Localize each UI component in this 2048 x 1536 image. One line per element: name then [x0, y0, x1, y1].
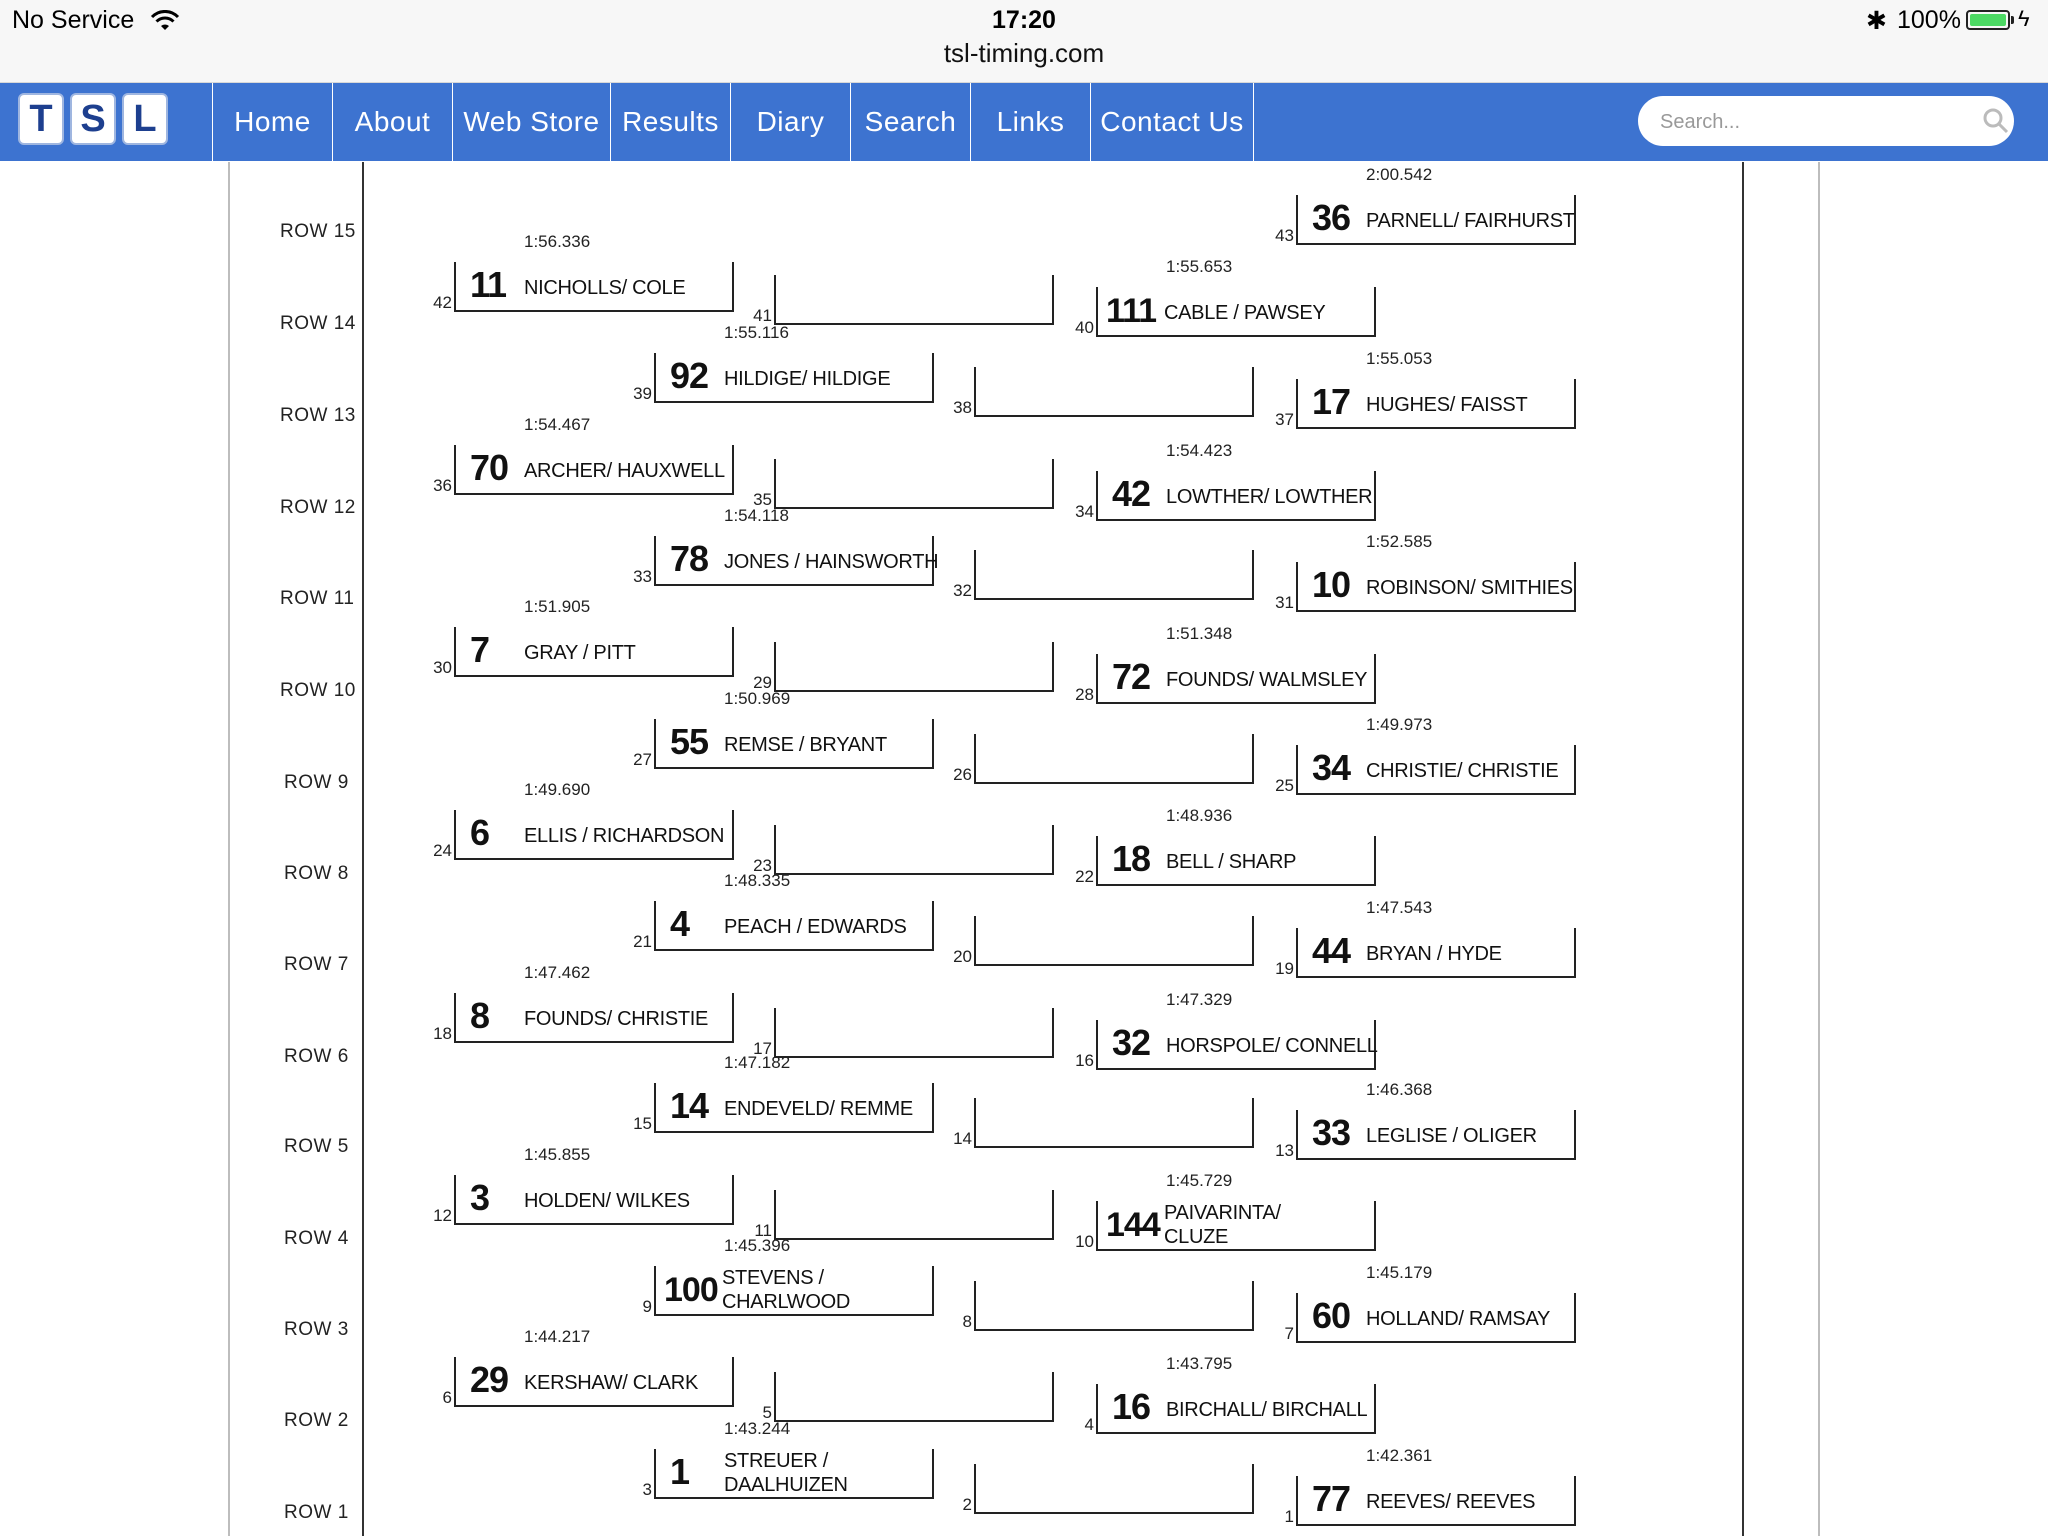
- grid-position: 39: [633, 384, 652, 403]
- grid-position: 5: [762, 1403, 772, 1422]
- grid-position: 41: [753, 306, 772, 325]
- grid-position: 7: [1284, 1324, 1294, 1343]
- grid-slot: [962, 1464, 1254, 1514]
- grid-slot: [753, 459, 1054, 509]
- driver-names: FOUNDS/ WALMSLEY: [1166, 669, 1368, 691]
- grid-position: 12: [433, 1206, 452, 1225]
- grid-slot: [1284, 1263, 1576, 1343]
- grid-position: 6: [442, 1388, 452, 1407]
- grid-slot: [953, 1098, 1254, 1148]
- driver-names: HORSPOLE/ CONNELL: [1166, 1035, 1378, 1057]
- grid-slot: [1275, 349, 1576, 429]
- driver-names: REEVES/ REEVES: [1366, 1491, 1536, 1513]
- grid-position: 20: [953, 947, 972, 966]
- grid-slot: [1275, 165, 1576, 245]
- lap-time: 1:54.467: [524, 415, 591, 434]
- lap-time: 1:44.217: [524, 1327, 591, 1346]
- grid-slot: [953, 367, 1254, 417]
- grid-border-left: [362, 162, 364, 1536]
- driver-names: GRAY / PITT: [524, 642, 636, 664]
- grid-position: 30: [433, 658, 452, 677]
- grid-border-right: [1742, 162, 1744, 1536]
- driver-names: HOLLAND/ RAMSAY: [1366, 1308, 1551, 1330]
- driver-names: BELL / SHARP: [1166, 851, 1297, 873]
- grid-position: 21: [633, 932, 652, 951]
- grid-slot: [633, 323, 934, 403]
- car-number: 33: [1312, 1112, 1351, 1153]
- grid-slot: [642, 1419, 934, 1499]
- grid-slot: [433, 415, 734, 495]
- driver-names: LOWTHER/ LOWTHER: [1166, 486, 1373, 508]
- driver-names: PEACH / EDWARDS: [724, 916, 907, 938]
- driver-names: NICHOLLS/ COLE: [524, 277, 686, 299]
- lap-time: 1:46.368: [1366, 1080, 1433, 1099]
- logo-letter: L: [122, 93, 168, 145]
- grid-position: 35: [753, 490, 772, 509]
- driver-names: CABLE / PAWSEY: [1164, 302, 1326, 324]
- lap-time: 1:49.690: [524, 780, 591, 799]
- grid-slot: [633, 506, 939, 586]
- lap-time: 1:54.423: [1166, 441, 1233, 460]
- page-divider: [1818, 162, 1820, 1536]
- nav-diary[interactable]: Diary: [730, 83, 850, 161]
- lap-time: 1:55.653: [1166, 257, 1233, 276]
- lap-time: 1:54.118: [724, 506, 789, 525]
- row-label: ROW 6: [284, 1046, 349, 1067]
- grid-slot: [433, 780, 734, 860]
- lap-time: 1:47.543: [1366, 898, 1433, 917]
- nav-about[interactable]: About: [332, 83, 452, 161]
- grid-slot: [633, 1053, 934, 1133]
- driver-names: PAIVARINTA/ CLUZE: [1164, 1202, 1281, 1248]
- driver-names: LEGLISE / OLIGER: [1366, 1125, 1537, 1147]
- search-icon[interactable]: [1982, 107, 2010, 135]
- grid-slot: [1075, 1171, 1376, 1251]
- grid-position: 13: [1275, 1141, 1294, 1160]
- car-number: 44: [1312, 930, 1351, 971]
- clock: 17:20: [992, 6, 1056, 34]
- grid-position: 1: [1284, 1507, 1294, 1526]
- driver-names: HUGHES/ FAISST: [1366, 394, 1528, 416]
- row-label: ROW 14: [280, 313, 356, 334]
- car-number: 3: [470, 1177, 490, 1218]
- car-number: 60: [1312, 1295, 1351, 1336]
- grid-slot: [642, 1236, 934, 1316]
- grid-slot: [754, 1190, 1054, 1240]
- car-number: 36: [1312, 197, 1351, 238]
- grid-slot: [753, 642, 1054, 692]
- lap-time: 1:43.244: [724, 1419, 791, 1438]
- grid-position: 23: [753, 856, 772, 875]
- row-label: ROW 15: [280, 221, 356, 242]
- driver-names: HOLDEN/ WILKES: [524, 1190, 690, 1212]
- grid-slot: [633, 689, 934, 769]
- row-label: ROW 1: [284, 1502, 349, 1523]
- driver-names: ELLIS / RICHARDSON: [524, 825, 725, 847]
- car-number: 100: [664, 1271, 718, 1309]
- car-number: 10: [1312, 564, 1351, 605]
- grid-position: 9: [642, 1297, 652, 1316]
- lap-time: 1:43.795: [1166, 1354, 1233, 1373]
- grid-slot: [1075, 257, 1376, 337]
- car-number: 111: [1106, 292, 1156, 330]
- driver-names: HILDIGE/ HILDIGE: [724, 368, 891, 390]
- row-label: ROW 8: [284, 863, 349, 884]
- row-label: ROW 9: [284, 772, 349, 793]
- grid-slot: [753, 275, 1054, 325]
- car-number: 1: [670, 1451, 690, 1492]
- grid-position: 22: [1075, 867, 1094, 886]
- grid-position: 3: [642, 1480, 652, 1499]
- car-number: 92: [670, 355, 709, 396]
- lap-time: 1:50.969: [724, 689, 791, 708]
- lap-time: 1:49.973: [1366, 715, 1433, 734]
- driver-names: BIRCHALL/ BIRCHALL: [1166, 1399, 1368, 1421]
- grid-slot: [753, 1008, 1054, 1058]
- url-bar[interactable]: tsl-timing.com: [943, 38, 1105, 68]
- driver-names: ROBINSON/ SMITHIES: [1366, 577, 1573, 599]
- car-number: 77: [1312, 1478, 1351, 1519]
- grid-position: 27: [633, 750, 652, 769]
- lap-time: 1:47.182: [724, 1053, 791, 1072]
- row-label: ROW 5: [284, 1136, 349, 1157]
- lap-time: 1:42.361: [1366, 1446, 1433, 1465]
- grid-slot: [1075, 806, 1376, 886]
- grid-slot: [433, 232, 734, 312]
- battery-tip: [2011, 16, 2014, 24]
- row-label: ROW 12: [280, 497, 356, 518]
- driver-names: ENDEVELD/ REMME: [724, 1098, 913, 1120]
- grid-slot: [953, 734, 1254, 784]
- charging-icon: ϟ: [2018, 6, 2030, 31]
- lap-time: 2:00.542: [1366, 165, 1433, 184]
- grid-position: 15: [633, 1114, 652, 1133]
- lap-time: 1:55.116: [724, 323, 789, 342]
- grid-slot: [1275, 715, 1576, 795]
- battery-icon: [1966, 10, 2010, 30]
- grid-slot: [953, 550, 1254, 600]
- driver-names: REMSE / BRYANT: [724, 734, 887, 756]
- car-number: 29: [470, 1359, 509, 1400]
- grid-position: 32: [953, 581, 972, 600]
- grid-position: 18: [433, 1024, 452, 1043]
- nav-contact-us[interactable]: Contact Us: [1090, 83, 1254, 161]
- grid-position: 31: [1275, 593, 1294, 612]
- lap-time: 1:51.348: [1166, 624, 1233, 643]
- row-label: ROW 3: [284, 1319, 349, 1340]
- logo-letter: S: [70, 93, 116, 145]
- grid-position: 4: [1084, 1415, 1094, 1434]
- row-label: ROW 2: [284, 1410, 349, 1431]
- grid-slot: [762, 1372, 1054, 1422]
- grid-slot: [1284, 1446, 1576, 1526]
- grid-position: 42: [433, 293, 452, 312]
- grid-slot: [1075, 990, 1378, 1070]
- grid-position: 19: [1275, 959, 1294, 978]
- nav-menu: [212, 83, 1254, 161]
- driver-names: STEVENS / CHARLWOOD: [722, 1267, 851, 1313]
- car-number: 8: [470, 995, 490, 1036]
- lap-time: 1:45.179: [1366, 1263, 1433, 1282]
- lap-time: 1:45.729: [1166, 1171, 1233, 1190]
- grid-slot: [962, 1281, 1254, 1331]
- nav-home[interactable]: Home: [212, 83, 332, 161]
- car-number: 34: [1312, 747, 1351, 788]
- driver-names: KERSHAW/ CLARK: [524, 1372, 698, 1394]
- car-number: 14: [670, 1085, 709, 1126]
- car-number: 32: [1112, 1022, 1151, 1063]
- grid-position: 37: [1275, 410, 1294, 429]
- page-divider: [228, 162, 230, 1536]
- grid-position: 34: [1075, 502, 1094, 521]
- grid-slot: [433, 597, 734, 677]
- car-number: 55: [670, 721, 709, 762]
- grid-position: 28: [1075, 685, 1094, 704]
- car-number: 72: [1112, 656, 1151, 697]
- car-number: 144: [1106, 1206, 1160, 1244]
- grid-position: 11: [754, 1221, 772, 1240]
- lap-time: 1:51.905: [524, 597, 591, 616]
- driver-names: BRYAN / HYDE: [1366, 943, 1502, 965]
- car-number: 17: [1312, 381, 1351, 422]
- lap-time: 1:45.396: [724, 1236, 791, 1255]
- grid-position: 17: [753, 1039, 772, 1058]
- driver-names: FOUNDS/ CHRISTIE: [524, 1008, 709, 1030]
- grid-slot: [1275, 532, 1576, 612]
- row-label: ROW 4: [284, 1228, 349, 1249]
- grid-position: 26: [953, 765, 972, 784]
- car-number: 16: [1112, 1386, 1151, 1427]
- driver-names: PARNELL/ FAIRHURST: [1366, 210, 1575, 232]
- lap-time: 1:55.053: [1366, 349, 1433, 368]
- grid-position: 36: [433, 476, 452, 495]
- car-number: 70: [470, 447, 509, 488]
- nav-web-store[interactable]: Web Store: [452, 83, 610, 161]
- car-number: 6: [470, 812, 490, 853]
- grid-slot: [433, 1145, 734, 1225]
- logo-letter: T: [18, 93, 64, 145]
- car-number: 42: [1112, 473, 1151, 514]
- driver-names: CHRISTIE/ CHRISTIE: [1366, 760, 1559, 782]
- search-box[interactable]: [1638, 96, 2014, 146]
- lap-time: 1:45.855: [524, 1145, 591, 1164]
- nav-results[interactable]: Results: [610, 83, 730, 161]
- grid-position: 14: [953, 1129, 972, 1148]
- grid-position: 16: [1075, 1051, 1094, 1070]
- grid-position: 29: [753, 673, 772, 692]
- grid-position: 40: [1075, 318, 1094, 337]
- grid-position: 24: [433, 841, 452, 860]
- grid-slot: [1075, 441, 1376, 521]
- grid-slot: [953, 916, 1254, 966]
- grid-slot: [1084, 1354, 1376, 1434]
- grid-slot: [442, 1327, 734, 1407]
- grid-position: 25: [1275, 776, 1294, 795]
- search-input[interactable]: [1658, 102, 1962, 142]
- car-number: 18: [1112, 838, 1151, 879]
- grid-slot: [1075, 624, 1376, 704]
- grid-slot: [1275, 898, 1576, 978]
- nav-search[interactable]: Search: [850, 83, 970, 161]
- nav-links[interactable]: Links: [970, 83, 1090, 161]
- driver-names: JONES / HAINSWORTH: [724, 551, 939, 573]
- grid-position: 33: [633, 567, 652, 586]
- battery-percent: 100%: [1897, 6, 1961, 34]
- status-bar: [0, 0, 2048, 83]
- lap-time: 1:48.335: [724, 871, 791, 890]
- bluetooth-icon: ✱: [1866, 7, 1887, 35]
- car-number: 7: [470, 629, 490, 670]
- grid-position: 43: [1275, 226, 1294, 245]
- driver-names: STREUER / DAALHUIZEN: [724, 1450, 848, 1496]
- grid-slot: [753, 825, 1054, 875]
- lap-time: 1:47.462: [524, 963, 591, 982]
- driver-names: ARCHER/ HAUXWELL: [524, 460, 725, 482]
- grid-slot: [1275, 1080, 1576, 1160]
- lap-time: 1:52.585: [1366, 532, 1433, 551]
- row-label: ROW 11: [280, 588, 355, 609]
- lap-time: 1:47.329: [1166, 990, 1233, 1009]
- grid-position: 10: [1075, 1232, 1094, 1251]
- row-label: ROW 10: [280, 680, 356, 701]
- lap-time: 1:56.336: [524, 232, 591, 251]
- carrier-label: No Service: [12, 6, 135, 34]
- row-label: ROW 7: [284, 954, 349, 975]
- grid-position: 8: [962, 1312, 972, 1331]
- row-label: ROW 13: [280, 405, 356, 426]
- car-number: 78: [670, 538, 709, 579]
- car-number: 4: [670, 903, 690, 944]
- grid-position: 2: [962, 1495, 972, 1514]
- grid-slot: [633, 871, 934, 951]
- car-number: 11: [470, 264, 507, 305]
- grid-slot: [433, 963, 734, 1043]
- tsl-logo[interactable]: [18, 93, 168, 149]
- grid-position: 38: [953, 398, 972, 417]
- site-nav: [0, 83, 2048, 161]
- lap-time: 1:48.936: [1166, 806, 1233, 825]
